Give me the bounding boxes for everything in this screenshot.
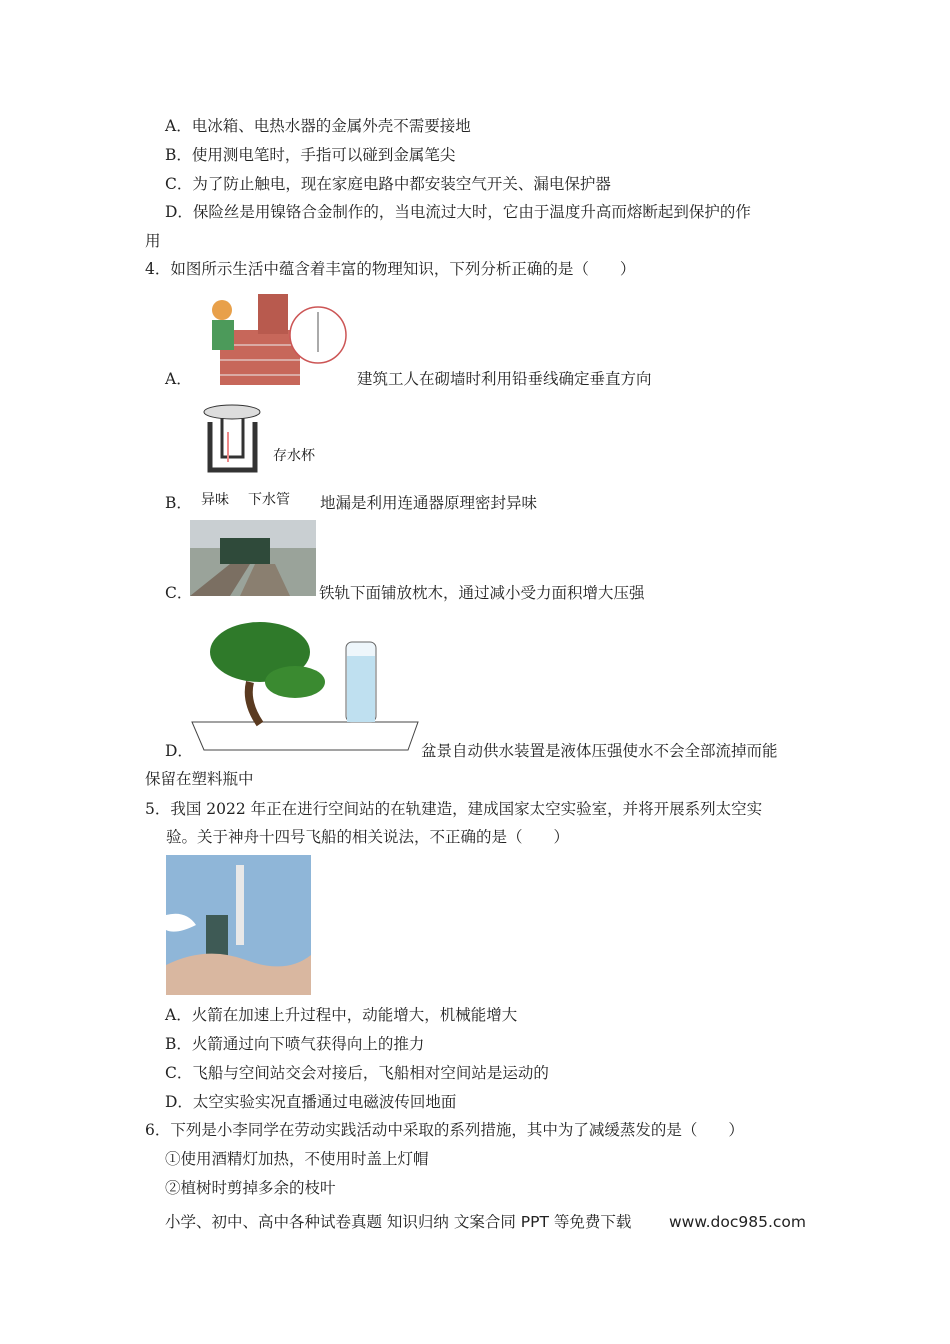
figure-label-smell: 异味 xyxy=(201,492,229,508)
q6-item-2: ②植树时剪掉多余的枝叶 xyxy=(165,1179,336,1197)
q4-b-text: 地漏是利用连通器原理密封异味 xyxy=(320,494,538,512)
q3-option-a: A．电冰箱、电热水器的金属外壳不需要接地 xyxy=(165,117,471,135)
figure-label-pipe: 下水管 xyxy=(248,492,290,508)
q4-c-label: C． xyxy=(165,584,193,602)
q5-option-a: A．火箭在加速上升过程中，动能增大，机械能增大 xyxy=(165,1006,518,1024)
q4-d-label: D． xyxy=(165,742,193,760)
footer-text: 小学、初中、高中各种试卷真题 知识归纳 文案合同 PPT 等免费下载 xyxy=(165,1213,632,1231)
q5-option-b: B．火箭通过向下喷气获得向上的推力 xyxy=(165,1035,425,1053)
q3-option-d: D．保险丝是用镍铬合金制作的，当电流过大时，它由于温度升高而熔断起到保护的作 xyxy=(165,203,751,221)
q4-c-text: 铁轨下面铺放枕木，通过减小受力面积增大压强 xyxy=(319,584,645,602)
floor-drain-figure xyxy=(200,402,270,478)
footer-url[interactable]: www.doc985.com xyxy=(669,1213,806,1231)
rocket-launch-photo xyxy=(166,855,311,995)
train-photo xyxy=(190,520,316,596)
q4-a-text: 建筑工人在砌墙时利用铅垂线确定垂直方向 xyxy=(357,370,652,388)
q5-option-c: C．飞船与空间站交会对接后，飞船相对空间站是运动的 xyxy=(165,1064,549,1082)
bricklayer-figure xyxy=(190,290,348,386)
q5-stem-line2: 验。关于神舟十四号飞船的相关说法，不正确的是（ ） xyxy=(166,828,570,846)
q4-d-text: 盆景自动供水装置是液体压强使水不会全部流掉而能 xyxy=(421,742,778,760)
q3-option-b: B．使用测电笔时，手指可以碰到金属笔尖 xyxy=(165,146,456,164)
figure-label-cup: 存水杯 xyxy=(273,448,315,464)
q5-stem-line1: 5．我国 2022 年正在进行空间站的在轨建造，建成国家太空实验室，并将开展系列太空实 xyxy=(145,800,763,818)
q3-option-c: C．为了防止触电，现在家庭电路中都安装空气开关、漏电保护器 xyxy=(165,175,611,193)
q5-option-d: D．太空实验实况直播通过电磁波传回地面 xyxy=(165,1093,457,1111)
q6-stem: 6．下列是小李同学在劳动实践活动中采取的系列措施，其中为了减缓蒸发的是（ ） xyxy=(145,1121,744,1139)
q4-b-label: B． xyxy=(165,494,192,512)
q6-item-1: ①使用酒精灯加热，不使用时盖上灯帽 xyxy=(165,1150,429,1168)
q4-stem: 4．如图所示生活中蕴含着丰富的物理知识，下列分析正确的是（ ） xyxy=(145,260,636,278)
q4-a-label: A． xyxy=(165,370,192,388)
bonsai-figure xyxy=(190,612,420,754)
q4-d-text-cont: 保留在塑料瓶中 xyxy=(145,770,254,788)
q3-option-d-cont: 用 xyxy=(145,232,161,250)
